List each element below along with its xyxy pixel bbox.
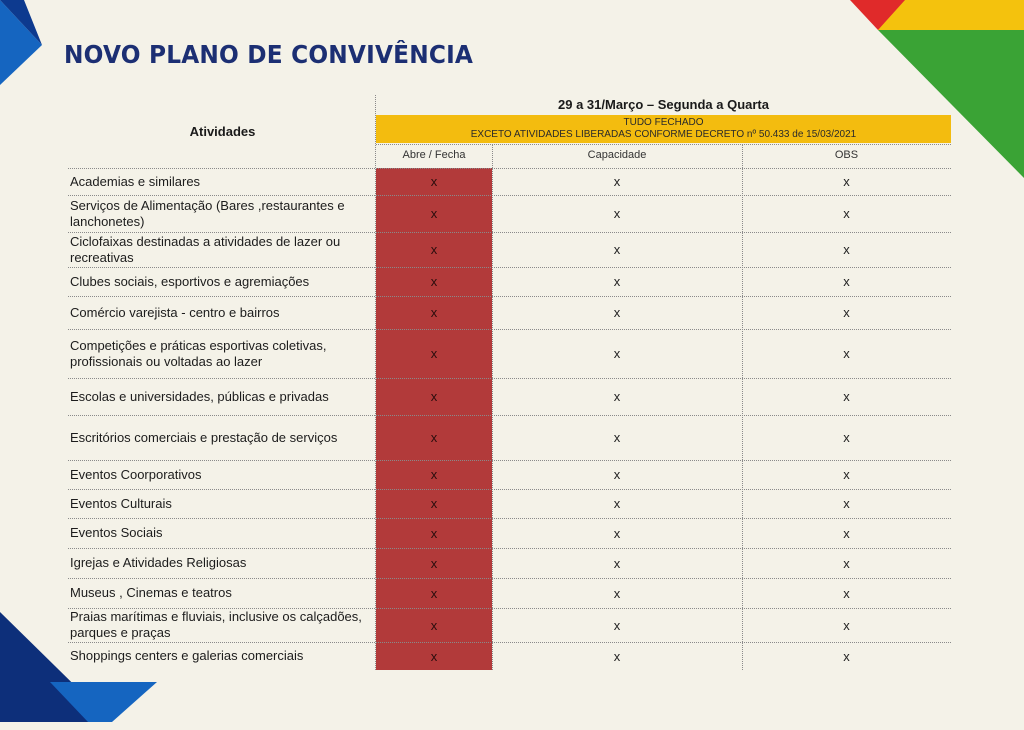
abre-fecha-cell: x bbox=[430, 496, 438, 511]
obs-cell: x bbox=[843, 305, 850, 320]
activity-label: Clubes sociais, esportivos e agremiações bbox=[70, 273, 310, 289]
capacidade-cell: x bbox=[613, 430, 621, 445]
activity-label: Escolas e universidades, públicas e privadas bbox=[70, 388, 329, 404]
activity-label: Academias e similares bbox=[70, 173, 201, 189]
capacidade-cell: x bbox=[613, 305, 621, 320]
subheader-abre-fecha: Abre / Fecha bbox=[402, 149, 466, 161]
abre-fecha-cell: x bbox=[430, 242, 438, 257]
activity-label: Shoppings centers e galerias comerciais bbox=[70, 648, 304, 663]
abre-fecha-cell: x bbox=[430, 467, 438, 482]
abre-fecha-cell: x bbox=[430, 206, 438, 221]
status-line-1: TUDO FECHADO bbox=[623, 117, 704, 128]
abre-fecha-cell: x bbox=[430, 346, 438, 361]
capacidade-cell: x bbox=[613, 346, 621, 361]
activity-label: Eventos Sociais bbox=[70, 525, 163, 540]
capacidade-cell: x bbox=[613, 242, 621, 257]
capacidade-cell: x bbox=[613, 467, 621, 482]
obs-cell: x bbox=[843, 496, 850, 511]
obs-cell: x bbox=[843, 430, 850, 445]
abre-fecha-cell: x bbox=[430, 305, 438, 320]
activity-label: Praias marítimas e fluviais, inclusive os calçadões, parques e praças bbox=[70, 609, 362, 640]
capacidade-cell: x bbox=[613, 274, 621, 289]
activity-label: Comércio varejista - centro e bairros bbox=[70, 304, 280, 320]
activity-label: Serviços de Alimentação (Bares ,restaurantes e lanchonetes) bbox=[70, 197, 345, 229]
abre-fecha-cell: x bbox=[430, 585, 438, 601]
obs-cell: x bbox=[843, 206, 850, 221]
obs-cell: x bbox=[843, 585, 850, 601]
activity-label: Museus , Cinemas e teatros bbox=[70, 585, 232, 600]
status-banner bbox=[376, 115, 951, 143]
abre-fecha-cell: x bbox=[430, 430, 438, 445]
page-title: NOVO PLANO DE CONVIVÊNCIA bbox=[64, 40, 474, 69]
capacidade-cell: x bbox=[613, 525, 621, 541]
activities-column-header: Atividades bbox=[189, 124, 256, 139]
obs-cell: x bbox=[843, 555, 850, 571]
abre-fecha-cell: x bbox=[430, 525, 438, 541]
activity-label: Ciclofaixas destinadas a atividades de lazer ou recreativas bbox=[70, 233, 341, 265]
obs-cell: x bbox=[843, 525, 850, 541]
capacidade-cell: x bbox=[613, 389, 621, 404]
capacidade-cell: x bbox=[613, 174, 621, 189]
abre-fecha-cell: x bbox=[430, 174, 438, 189]
abre-fecha-cell: x bbox=[430, 389, 438, 404]
capacidade-cell: x bbox=[613, 206, 621, 221]
abre-fecha-cell: x bbox=[430, 617, 438, 633]
activity-label: Eventos Coorporativos bbox=[70, 466, 202, 482]
capacidade-cell: x bbox=[613, 617, 621, 633]
capacidade-cell: x bbox=[613, 555, 621, 571]
obs-cell: x bbox=[843, 467, 850, 482]
obs-cell: x bbox=[843, 617, 850, 633]
activity-label: Escritórios comerciais e prestação de serviços bbox=[70, 429, 338, 445]
obs-cell: x bbox=[843, 242, 850, 257]
obs-cell: x bbox=[843, 274, 850, 289]
capacidade-cell: x bbox=[613, 585, 621, 601]
abre-fecha-cell: x bbox=[430, 648, 438, 664]
abre-fecha-cell: x bbox=[430, 555, 438, 571]
obs-cell: x bbox=[843, 389, 850, 404]
capacidade-cell: x bbox=[613, 496, 621, 511]
subheader-obs: OBS bbox=[834, 149, 859, 161]
obs-cell: x bbox=[843, 648, 850, 664]
activity-label: Competições e práticas esportivas coletivas, profissionais ou voltadas ao lazer bbox=[70, 337, 327, 369]
row-divider bbox=[376, 144, 951, 145]
obs-cell: x bbox=[843, 346, 850, 361]
activity-label: Igrejas e Atividades Religiosas bbox=[70, 555, 247, 570]
obs-cell: x bbox=[843, 174, 850, 189]
activity-label: Eventos Culturais bbox=[70, 495, 172, 511]
abre-fecha-cell: x bbox=[430, 274, 438, 289]
subheader-capacidade: Capacidade bbox=[587, 149, 647, 161]
capacidade-cell: x bbox=[613, 648, 621, 664]
status-line-2: EXCETO ATIVIDADES LIBERADAS CONFORME DECRETO nº 50.433 de 15/03/2021 bbox=[470, 129, 857, 140]
period-header: 29 a 31/Março – Segunda a Quarta bbox=[558, 97, 769, 112]
